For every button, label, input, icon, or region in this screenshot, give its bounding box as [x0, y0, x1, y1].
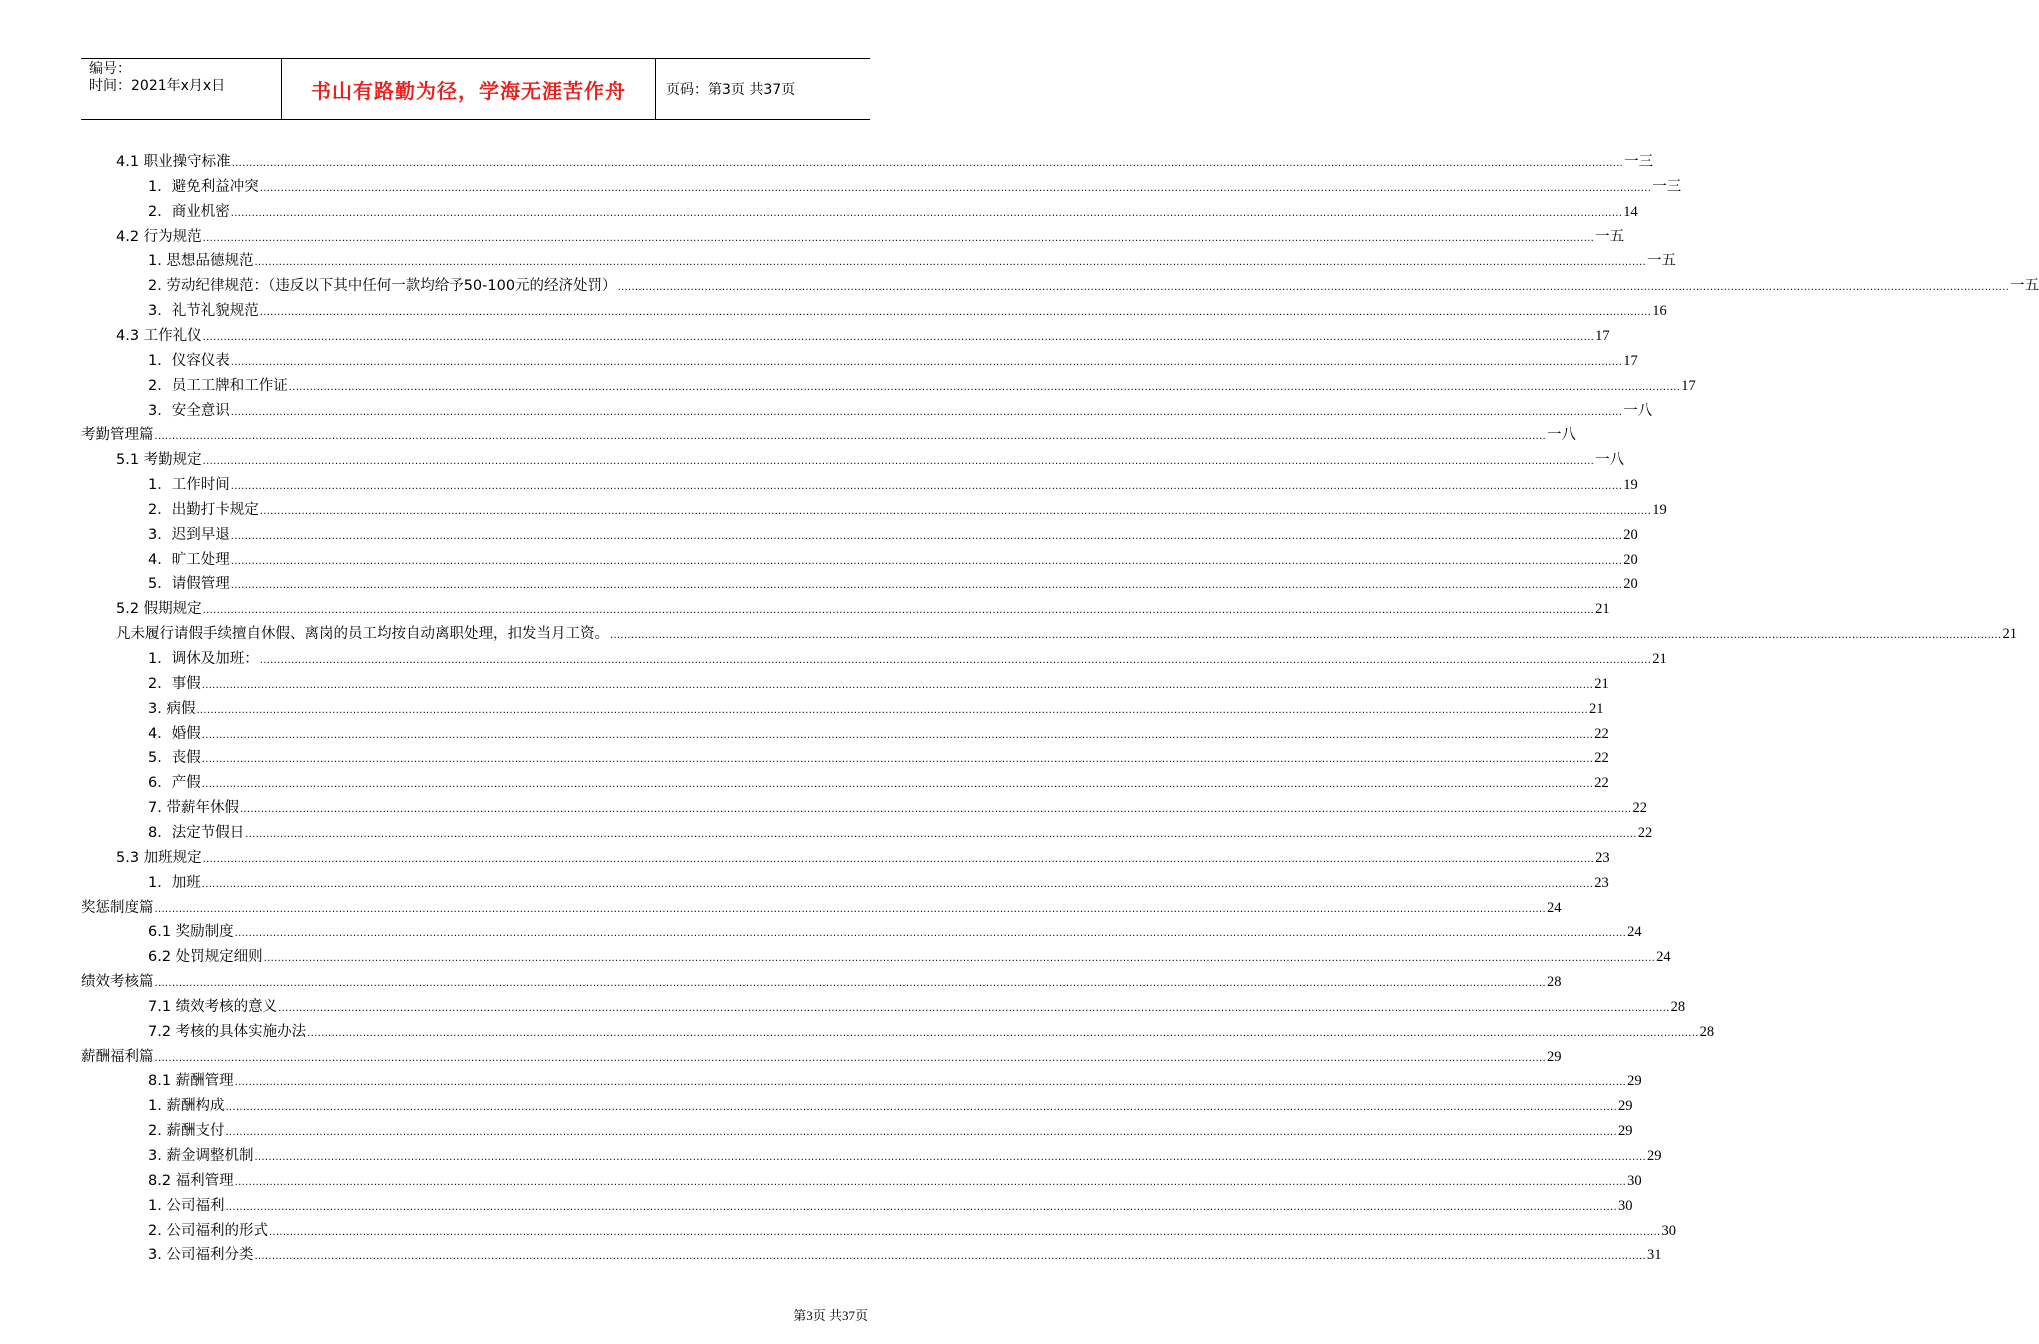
toc-leader-dots: ................................................................................................................................................................................................................................................................................................................................................................................................................: [202, 331, 1595, 343]
toc-entry-page: 14: [1623, 203, 1638, 220]
toc-leader-dots: ................................................................................................................................................................................................................................................................................................................................................................................................................: [230, 207, 1623, 219]
toc-leader-dots: ................................................................................................................................................................................................................................................................................................................................................................................................................: [225, 1201, 1617, 1213]
toc-entry-title: 2．商业机密: [148, 203, 230, 220]
document-header: [81, 58, 870, 120]
toc-entry-page: 20: [1623, 526, 1638, 543]
toc-entry-title: 考勤管理篇: [81, 427, 154, 444]
toc-entry-title: 1. 思想品德规范: [148, 253, 254, 270]
toc-leader-dots: ................................................................................................................................................................................................................................................................................................................................................................................................................: [201, 754, 1594, 766]
toc-leader-dots: ................................................................................................................................................................................................................................................................................................................................................................................................................: [617, 282, 2010, 294]
toc-entry-page: 22: [1594, 750, 1609, 767]
toc-entry-title: 4.1 职业操守标准: [116, 154, 231, 170]
toc-entry-page: 30: [1661, 1222, 1676, 1239]
document-code-label: 编号：: [89, 61, 131, 77]
toc-entry-title: 8．法定节假日: [148, 824, 245, 841]
toc-entry-page: 20: [1623, 551, 1638, 568]
toc-entry[interactable]: [116, 597, 1610, 619]
toc-entry-title: 5．丧假: [148, 750, 201, 767]
toc-entry-title: 5.1 考勤规定: [116, 452, 202, 469]
toc-leader-dots: ................................................................................................................................................................................................................................................................................................................................................................................................................: [202, 232, 1595, 244]
toc-entry-title: 4.3 工作礼仪: [116, 327, 202, 344]
toc-leader-dots: ................................................................................................................................................................................................................................................................................................................................................................................................................: [230, 356, 1623, 368]
toc-entry-page: 19: [1623, 477, 1638, 494]
toc-entry-page: 28: [1699, 1023, 1715, 1040]
toc-leader-dots: ................................................................................................................................................................................................................................................................................................................................................................................................................: [201, 878, 1594, 890]
toc-entry-page: 30: [1627, 1172, 1642, 1189]
toc-entry-page: 30: [1617, 1197, 1633, 1214]
toc-entry-title: 3. 公司福利分类: [148, 1247, 254, 1264]
toc-entry[interactable]: [81, 970, 1562, 992]
toc-entry-title: 1．工作时间: [148, 477, 230, 494]
toc-entry-page: 29: [1617, 1123, 1633, 1140]
toc-entry[interactable]: [116, 622, 2017, 644]
document-time: 时间：2021年x月x日: [89, 78, 226, 94]
toc-entry-title: 3. 薪金调整机制: [148, 1148, 254, 1164]
toc-leader-dots: ................................................................................................................................................................................................................................................................................................................................................................................................................: [254, 1152, 1646, 1163]
toc-entry-page: 31: [1646, 1247, 1662, 1264]
toc-leader-dots: ................................................................................................................................................................................................................................................................................................................................................................................................................: [230, 555, 1623, 567]
toc-entry-page: 21: [1594, 675, 1609, 692]
toc-entry[interactable]: [148, 299, 1667, 321]
toc-entry[interactable]: [148, 1094, 1633, 1116]
toc-leader-dots: ................................................................................................................................................................................................................................................................................................................................................................................................................: [268, 1226, 1661, 1238]
toc-entry-title: 7.2 考核的具体实施办法: [148, 1023, 307, 1040]
toc-leader-dots: ................................................................................................................................................................................................................................................................................................................................................................................................................: [259, 655, 1652, 666]
toc-entry-title: 3．礼节礼貌规范: [148, 303, 259, 320]
toc-entry[interactable]: [148, 1169, 1642, 1191]
toc-entry-title: 7.1 绩效考核的意义: [148, 998, 278, 1015]
toc-entry-title: 8.1 薪酬管理: [148, 1073, 234, 1090]
toc-entry-title: 3．迟到早退: [148, 526, 230, 543]
toc-entry-page: 22: [1594, 725, 1609, 742]
toc-leader-dots: ................................................................................................................................................................................................................................................................................................................................................................................................................: [154, 431, 1546, 443]
toc-entry[interactable]: [81, 423, 1576, 445]
toc-leader-dots: ................................................................................................................................................................................................................................................................................................................................................................................................................: [288, 381, 1681, 393]
toc-leader-dots: ................................................................................................................................................................................................................................................................................................................................................................................................................: [230, 580, 1623, 592]
toc-entry[interactable]: [148, 746, 1609, 768]
toc-entry[interactable]: [148, 473, 1638, 495]
toc-leader-dots: ................................................................................................................................................................................................................................................................................................................................................................................................................: [231, 158, 1624, 169]
toc-entry[interactable]: [81, 896, 1562, 918]
toc-entry[interactable]: [148, 672, 1609, 694]
toc-entry[interactable]: [148, 647, 1667, 669]
toc-leader-dots: ................................................................................................................................................................................................................................................................................................................................................................................................................: [154, 903, 1546, 915]
toc-entry-title: 2．事假: [148, 675, 201, 692]
footer-page-info: 第3页 共37页: [793, 1308, 868, 1323]
toc-entry-page: 29: [1617, 1098, 1633, 1115]
toc-entry-page: 17: [1623, 352, 1638, 369]
toc-leader-dots: ................................................................................................................................................................................................................................................................................................................................................................................................................: [610, 630, 2002, 642]
toc-leader-dots: ................................................................................................................................................................................................................................................................................................................................................................................................................: [230, 530, 1623, 542]
toc-entry[interactable]: [148, 920, 1642, 942]
header-meta: [81, 59, 282, 119]
toc-entry-title: 5.3 加班规定: [116, 849, 202, 866]
toc-entry[interactable]: [148, 1243, 1662, 1265]
toc-entry-page: 24: [1627, 924, 1642, 941]
toc-entry-title: 薪酬福利篇: [81, 1048, 154, 1065]
toc-entry-title: 1．仪容仪表: [148, 352, 230, 369]
toc-entry-page: 22: [1637, 824, 1653, 841]
toc-entry[interactable]: [148, 498, 1667, 520]
toc-leader-dots: ................................................................................................................................................................................................................................................................................................................................................................................................................: [254, 257, 1646, 269]
toc-entry-title: 5．请假管理: [148, 576, 230, 593]
toc-entry[interactable]: [148, 1020, 1715, 1042]
toc-entry-page: 一五: [2010, 278, 2039, 295]
toc-entry[interactable]: [148, 1069, 1642, 1091]
toc-leader-dots: ................................................................................................................................................................................................................................................................................................................................................................................................................: [202, 853, 1595, 865]
header-page-info: 页码：第3页 共37页: [666, 82, 796, 98]
toc-entry[interactable]: [148, 274, 2039, 296]
toc-leader-dots: ................................................................................................................................................................................................................................................................................................................................................................................................................: [259, 182, 1652, 194]
toc-entry[interactable]: [148, 871, 1609, 893]
toc-entry-page: 24: [1656, 949, 1671, 966]
toc-entry-title: 6.1 奖励制度: [148, 924, 234, 941]
toc-entry-title: 4．旷工处理: [148, 551, 230, 568]
toc-entry-page: 22: [1594, 775, 1609, 792]
toc-entry-title: 2．员工工牌和工作证: [148, 377, 288, 394]
toc-leader-dots: ................................................................................................................................................................................................................................................................................................................................................................................................................: [239, 804, 1632, 816]
toc-entry-page: 17: [1681, 377, 1696, 394]
toc-entry[interactable]: [148, 523, 1638, 545]
toc-entry-page: 29: [1646, 1148, 1662, 1164]
toc-entry-page: 一五: [1646, 253, 1676, 270]
toc-entry[interactable]: [148, 548, 1638, 570]
toc-entry-title: 4.2 行为规范: [116, 228, 202, 245]
toc-entry[interactable]: [148, 722, 1609, 744]
toc-entry[interactable]: [148, 399, 1653, 421]
toc-entry-page: 20: [1623, 576, 1638, 593]
toc-entry-title: 3．安全意识: [148, 402, 230, 419]
toc-leader-dots: ................................................................................................................................................................................................................................................................................................................................................................................................................: [202, 456, 1595, 468]
toc-entry-page: 一三: [1624, 154, 1654, 170]
toc-entry-title: 7. 带薪年休假: [148, 800, 239, 817]
toc-entry-title: 奖惩制度篇: [81, 899, 154, 916]
toc-entry-page: 一五: [1595, 228, 1625, 245]
toc-entry-page: 21: [1595, 601, 1610, 618]
toc-entry[interactable]: [148, 796, 1647, 818]
toc-entry-page: 23: [1594, 874, 1609, 891]
toc-entry-title: 2．出勤打卡规定: [148, 501, 259, 518]
toc-entry-title: 1. 公司福利: [148, 1197, 225, 1214]
toc-entry-title: 2. 劳动纪律规范：（违反以下其中任何一款均给予50-100元的经济处罚）: [148, 278, 617, 295]
toc-entry-title: 6．产假: [148, 775, 201, 792]
toc-entry-page: 19: [1652, 501, 1667, 518]
toc-entry-title: 8.2 福利管理: [148, 1172, 234, 1189]
toc-leader-dots: ................................................................................................................................................................................................................................................................................................................................................................................................................: [201, 729, 1594, 741]
toc-entry-title: 凡未履行请假手续擅自休假、离岗的员工均按自动离职处理，扣发当月工资。: [116, 626, 609, 643]
toc-leader-dots: ................................................................................................................................................................................................................................................................................................................................................................................................................: [154, 978, 1546, 990]
toc-leader-dots: ................................................................................................................................................................................................................................................................................................................................................................................................................: [245, 828, 1637, 840]
toc-leader-dots: ................................................................................................................................................................................................................................................................................................................................................................................................................: [278, 1002, 1670, 1014]
toc-leader-dots: ................................................................................................................................................................................................................................................................................................................................................................................................................: [225, 1127, 1617, 1139]
toc-entry-page: 一八: [1623, 402, 1653, 419]
toc-leader-dots: ................................................................................................................................................................................................................................................................................................................................................................................................................: [234, 1077, 1627, 1089]
toc-leader-dots: ................................................................................................................................................................................................................................................................................................................................................................................................................: [202, 605, 1595, 617]
toc-leader-dots: ................................................................................................................................................................................................................................................................................................................................................................................................................: [263, 953, 1656, 965]
toc-leader-dots: ................................................................................................................................................................................................................................................................................................................................................................................................................: [230, 481, 1623, 493]
toc-entry-page: 24: [1546, 899, 1562, 916]
toc-entry[interactable]: [148, 175, 1682, 197]
header-motto: 书山有路勤为径，学海无涯苦作舟: [282, 59, 656, 119]
toc-entry[interactable]: [148, 1194, 1633, 1216]
toc-entry[interactable]: [148, 821, 1653, 843]
toc-entry[interactable]: [148, 349, 1638, 371]
toc-entry-page: 21: [1652, 651, 1667, 667]
toc-entry[interactable]: [148, 771, 1609, 793]
toc-entry-page: 28: [1670, 998, 1686, 1015]
toc-entry[interactable]: [148, 1119, 1633, 1141]
toc-entry-title: 4．婚假: [148, 725, 201, 742]
toc-entry[interactable]: [148, 697, 1604, 719]
toc-entry[interactable]: [116, 225, 1625, 247]
toc-entry-page: 29: [1546, 1048, 1562, 1065]
toc-entry[interactable]: [148, 1144, 1662, 1166]
toc-entry-title: 1．加班: [148, 874, 201, 891]
toc-entry[interactable]: [148, 995, 1686, 1017]
toc-entry-title: 3. 病假: [148, 700, 196, 717]
toc-entry[interactable]: [116, 150, 1654, 172]
toc-leader-dots: ................................................................................................................................................................................................................................................................................................................................................................................................................: [259, 505, 1652, 517]
toc-leader-dots: ................................................................................................................................................................................................................................................................................................................................................................................................................: [225, 1102, 1617, 1114]
toc-entry[interactable]: [116, 324, 1610, 346]
toc-entry-title: 2. 薪酬支付: [148, 1123, 225, 1140]
toc-leader-dots: ................................................................................................................................................................................................................................................................................................................................................................................................................: [307, 1027, 1699, 1039]
toc-entry-title: 绩效考核篇: [81, 974, 154, 991]
toc-entry[interactable]: [148, 1219, 1676, 1241]
toc-leader-dots: ................................................................................................................................................................................................................................................................................................................................................................................................................: [201, 679, 1594, 691]
toc-entry[interactable]: [148, 572, 1638, 594]
toc-entry-page: 29: [1627, 1073, 1642, 1090]
toc-leader-dots: ................................................................................................................................................................................................................................................................................................................................................................................................................: [154, 1052, 1546, 1064]
toc-entry-title: 1．避免利益冲突: [148, 178, 259, 195]
toc-entry[interactable]: [148, 374, 1696, 396]
toc-entry-title: 6.2 处罚规定细则: [148, 949, 263, 966]
toc-entry-title: 5.2 假期规定: [116, 601, 202, 618]
toc-entry[interactable]: [148, 945, 1671, 967]
toc-entry-page: 23: [1595, 849, 1610, 866]
toc-leader-dots: ................................................................................................................................................................................................................................................................................................................................................................................................................: [196, 704, 1588, 716]
toc-entry-title: 1．调休及加班：: [148, 651, 259, 667]
toc-entry-page: 16: [1652, 303, 1667, 320]
toc-entry-page: 22: [1632, 800, 1647, 817]
toc-entry[interactable]: [116, 846, 1610, 868]
toc-entry-title: 2. 公司福利的形式: [148, 1222, 268, 1239]
toc-leader-dots: ................................................................................................................................................................................................................................................................................................................................................................................................................: [201, 779, 1594, 791]
toc-leader-dots: ................................................................................................................................................................................................................................................................................................................................................................................................................: [259, 307, 1652, 319]
toc-entry-page: 一三: [1652, 178, 1682, 195]
toc-entry-page: 17: [1595, 327, 1610, 344]
toc-entry-page: 21: [2002, 626, 2017, 643]
toc-entry[interactable]: [81, 1045, 1562, 1067]
toc-entry[interactable]: [148, 249, 1676, 271]
toc-entry[interactable]: [148, 200, 1638, 222]
toc-leader-dots: ................................................................................................................................................................................................................................................................................................................................................................................................................: [254, 1251, 1646, 1263]
toc-entry-page: 一八: [1595, 452, 1625, 469]
toc-entry[interactable]: [116, 448, 1625, 470]
toc-entry-page: 28: [1546, 974, 1562, 991]
toc-entry-title: 1. 薪酬构成: [148, 1098, 225, 1115]
toc-leader-dots: ................................................................................................................................................................................................................................................................................................................................................................................................................: [234, 1176, 1627, 1188]
toc-leader-dots: ................................................................................................................................................................................................................................................................................................................................................................................................................: [230, 406, 1623, 418]
toc-leader-dots: ................................................................................................................................................................................................................................................................................................................................................................................................................: [234, 928, 1627, 940]
toc-entry-page: 一八: [1546, 427, 1576, 444]
toc-entry-page: 21: [1588, 700, 1604, 717]
